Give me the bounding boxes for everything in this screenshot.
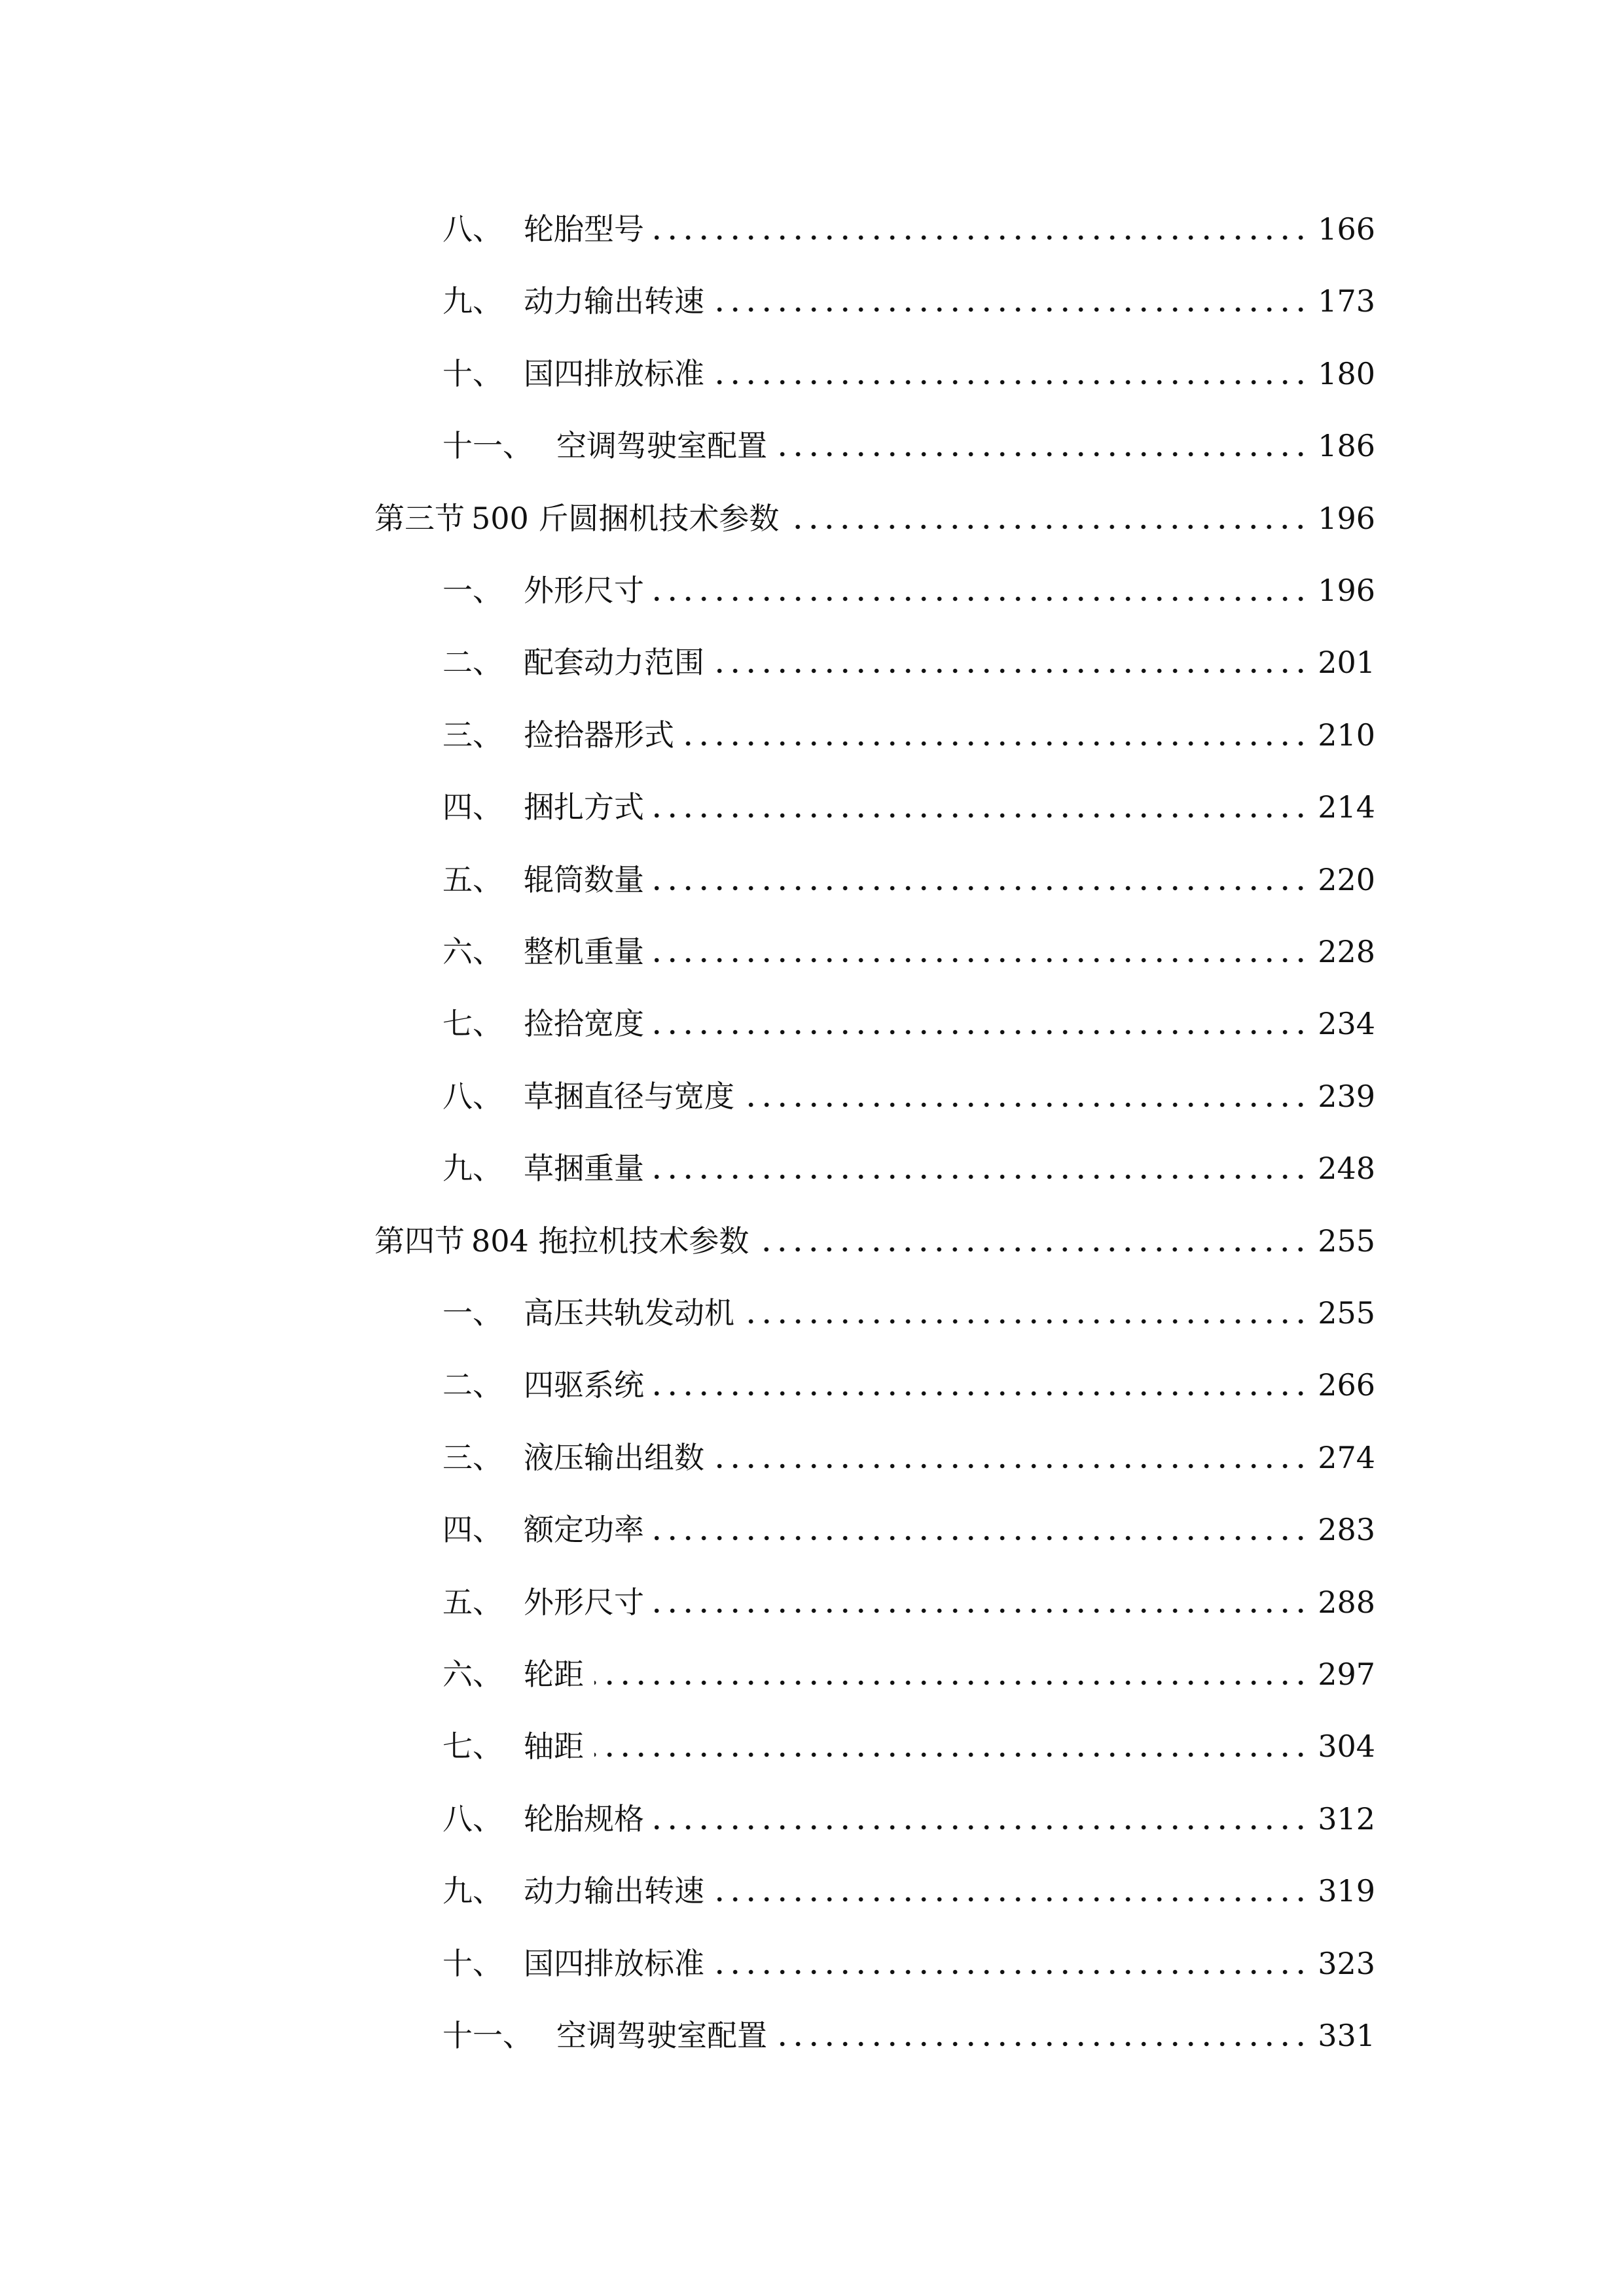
toc-entry-title: 草捆重量 bbox=[524, 1151, 644, 1187]
toc-entry-title: 捡拾器形式 bbox=[524, 717, 674, 753]
toc-item-row[interactable] bbox=[0, 709, 1624, 761]
toc-page-number: 248 bbox=[1318, 1151, 1375, 1187]
toc-entry-title: 捡拾宽度 bbox=[524, 1006, 644, 1042]
toc-page-number: 228 bbox=[1318, 934, 1375, 969]
toc-item-row[interactable] bbox=[0, 1648, 1624, 1700]
toc-entry-number: 十、 bbox=[442, 1945, 503, 1981]
toc-dot-leader bbox=[655, 957, 1308, 963]
toc-entry-number: 八、 bbox=[442, 1078, 503, 1114]
toc-dot-leader bbox=[655, 1535, 1308, 1541]
toc-page-number: 312 bbox=[1318, 1801, 1375, 1837]
toc-dot-leader bbox=[745, 1318, 1308, 1325]
toc-entry-number: 九、 bbox=[442, 1151, 503, 1187]
toc-entry-number: 四、 bbox=[442, 789, 503, 825]
toc-entry-title: 动力输出转速 bbox=[524, 283, 704, 319]
toc-item-row[interactable] bbox=[0, 1937, 1624, 1990]
toc-item-row[interactable] bbox=[0, 636, 1624, 689]
toc-entry-title: 外形尺寸 bbox=[524, 1584, 644, 1620]
toc-dot-leader bbox=[715, 1896, 1308, 1903]
toc-page-number: 288 bbox=[1318, 1584, 1375, 1620]
toc-entry-number: 五、 bbox=[442, 1584, 503, 1620]
toc-entry-title: 配套动力范围 bbox=[524, 645, 704, 681]
toc-entry-number: 二、 bbox=[442, 1367, 503, 1403]
toc-item-row[interactable] bbox=[0, 275, 1624, 327]
toc-entry-title: 国四排放标准 bbox=[524, 355, 704, 391]
toc-dot-leader bbox=[655, 1824, 1308, 1831]
toc-entry-title: 轮胎规格 bbox=[524, 1801, 644, 1837]
toc-dot-leader bbox=[655, 1390, 1308, 1397]
toc-dot-leader bbox=[759, 1246, 1308, 1253]
toc-entry-number: 三、 bbox=[442, 1439, 503, 1475]
toc-dot-leader bbox=[778, 2041, 1308, 2047]
toc-entry-title: 辊筒数量 bbox=[524, 861, 644, 897]
toc-page-number: 180 bbox=[1318, 355, 1375, 391]
toc-item-row[interactable] bbox=[0, 348, 1624, 400]
toc-dot-leader bbox=[745, 1102, 1308, 1108]
toc-page-number: 196 bbox=[1318, 573, 1375, 608]
toc-entry-title: 轮胎型号 bbox=[524, 211, 644, 247]
toc-entry-number: 七、 bbox=[442, 1729, 503, 1765]
toc-item-row[interactable] bbox=[0, 853, 1624, 906]
toc-dot-leader bbox=[655, 1029, 1308, 1035]
toc-page-number: 214 bbox=[1318, 789, 1375, 825]
toc-entry-number: 四、 bbox=[442, 1512, 503, 1548]
toc-entry-number: 七、 bbox=[442, 1006, 503, 1042]
toc-entry-title: 轴距 bbox=[524, 1729, 584, 1765]
toc-page-number: 319 bbox=[1318, 1873, 1375, 1909]
toc-item-row[interactable] bbox=[0, 1070, 1624, 1122]
toc-page-number: 255 bbox=[1318, 1295, 1375, 1331]
toc-entry-number: 八、 bbox=[442, 1801, 503, 1837]
toc-section-row[interactable] bbox=[0, 492, 1624, 545]
toc-entry-title: 额定功率 bbox=[524, 1512, 644, 1548]
toc-item-row[interactable] bbox=[0, 564, 1624, 617]
toc-page-number: 220 bbox=[1318, 861, 1375, 897]
toc-entry-number: 九、 bbox=[442, 1873, 503, 1909]
toc-page-number: 234 bbox=[1318, 1006, 1375, 1042]
toc-page-number: 186 bbox=[1318, 428, 1375, 464]
toc-entry-number: 二、 bbox=[442, 645, 503, 681]
toc-page-number: 323 bbox=[1318, 1945, 1375, 1981]
toc-dot-leader bbox=[594, 1751, 1308, 1758]
toc-item-row[interactable] bbox=[0, 420, 1624, 472]
toc-page-number: 173 bbox=[1318, 283, 1375, 319]
toc-entry-title: 空调驾驶室配置 bbox=[556, 2018, 767, 2053]
toc-page-number: 304 bbox=[1318, 1729, 1375, 1765]
toc-item-row[interactable] bbox=[0, 2009, 1624, 2062]
toc-page-number: 196 bbox=[1318, 500, 1375, 536]
toc-item-row[interactable] bbox=[0, 1431, 1624, 1484]
toc-entry-title: 四驱系统 bbox=[524, 1367, 644, 1403]
toc-page-number: 210 bbox=[1318, 717, 1375, 753]
toc-dot-leader bbox=[715, 1969, 1308, 1975]
toc-entry-number: 五、 bbox=[442, 861, 503, 897]
toc-entry-number: 八、 bbox=[442, 211, 503, 247]
toc-page-number: 297 bbox=[1318, 1657, 1375, 1692]
toc-entry-title: 外形尺寸 bbox=[524, 573, 644, 608]
toc-entry-title: 捆扎方式 bbox=[524, 789, 644, 825]
toc-item-row[interactable] bbox=[0, 925, 1624, 978]
toc-entry-number: 三、 bbox=[442, 717, 503, 753]
toc-entry-title: 整机重量 bbox=[524, 934, 644, 969]
toc-dot-leader bbox=[778, 451, 1308, 457]
toc-entry-title: 轮距 bbox=[524, 1657, 584, 1692]
toc-entry-number: 六、 bbox=[442, 934, 503, 969]
toc-entry-number: 第四节 bbox=[374, 1223, 465, 1259]
toc-page-number: 274 bbox=[1318, 1439, 1375, 1475]
toc-item-row[interactable] bbox=[0, 1287, 1624, 1339]
toc-dot-leader bbox=[655, 596, 1308, 602]
toc-entry-number: 十、 bbox=[442, 355, 503, 391]
toc-entry-number: 一、 bbox=[442, 1295, 503, 1331]
toc-section-row[interactable] bbox=[0, 1215, 1624, 1267]
toc-item-row[interactable] bbox=[0, 781, 1624, 833]
toc-page-number: 283 bbox=[1318, 1512, 1375, 1548]
toc-dot-leader bbox=[685, 740, 1308, 747]
toc-item-row[interactable] bbox=[0, 203, 1624, 255]
toc-item-row[interactable] bbox=[0, 1720, 1624, 1772]
toc-entry-number: 十一、 bbox=[442, 428, 533, 464]
toc-dot-leader bbox=[655, 1174, 1308, 1180]
toc-dot-leader bbox=[655, 812, 1308, 819]
toc-entry-title: 国四排放标准 bbox=[524, 1945, 704, 1981]
toc-dot-leader bbox=[655, 234, 1308, 241]
toc-dot-leader bbox=[655, 1607, 1308, 1614]
toc-entry-number: 第三节 bbox=[374, 500, 465, 536]
toc-page-number: 331 bbox=[1318, 2018, 1375, 2053]
toc-page-number: 239 bbox=[1318, 1078, 1375, 1114]
toc-item-row[interactable] bbox=[0, 1793, 1624, 1845]
toc-dot-leader bbox=[655, 885, 1308, 891]
toc-entry-title: 液压输出组数 bbox=[524, 1439, 704, 1475]
toc-entry-number: 十一、 bbox=[442, 2018, 533, 2053]
toc-entry-title: 500 斤圆捆机技术参数 bbox=[471, 500, 780, 536]
toc-page-number: 201 bbox=[1318, 645, 1375, 681]
toc-dot-leader bbox=[789, 524, 1308, 530]
toc-page-number: 266 bbox=[1318, 1367, 1375, 1403]
toc-item-row[interactable] bbox=[0, 1359, 1624, 1411]
toc-entry-title: 804 拖拉机技术参数 bbox=[471, 1223, 749, 1259]
toc-dot-leader bbox=[715, 1463, 1308, 1469]
toc-item-row[interactable] bbox=[0, 1576, 1624, 1628]
toc-page-number: 166 bbox=[1318, 211, 1375, 247]
toc-page-number: 255 bbox=[1318, 1223, 1375, 1259]
toc-entry-title: 高压共轨发动机 bbox=[524, 1295, 734, 1331]
toc-entry-number: 一、 bbox=[442, 573, 503, 608]
toc-entry-title: 动力输出转速 bbox=[524, 1873, 704, 1909]
toc-item-row[interactable] bbox=[0, 1142, 1624, 1194]
toc-item-row[interactable] bbox=[0, 1503, 1624, 1556]
toc-entry-title: 空调驾驶室配置 bbox=[556, 428, 767, 464]
toc-entry-title: 草捆直径与宽度 bbox=[524, 1078, 734, 1114]
toc-dot-leader bbox=[715, 306, 1308, 313]
toc-dot-leader bbox=[715, 668, 1308, 674]
toc-entry-number: 九、 bbox=[442, 283, 503, 319]
toc-item-row[interactable] bbox=[0, 997, 1624, 1050]
toc-dot-leader bbox=[594, 1679, 1308, 1686]
toc-entry-number: 六、 bbox=[442, 1657, 503, 1692]
toc-item-row[interactable] bbox=[0, 1865, 1624, 1917]
toc-dot-leader bbox=[715, 379, 1308, 386]
